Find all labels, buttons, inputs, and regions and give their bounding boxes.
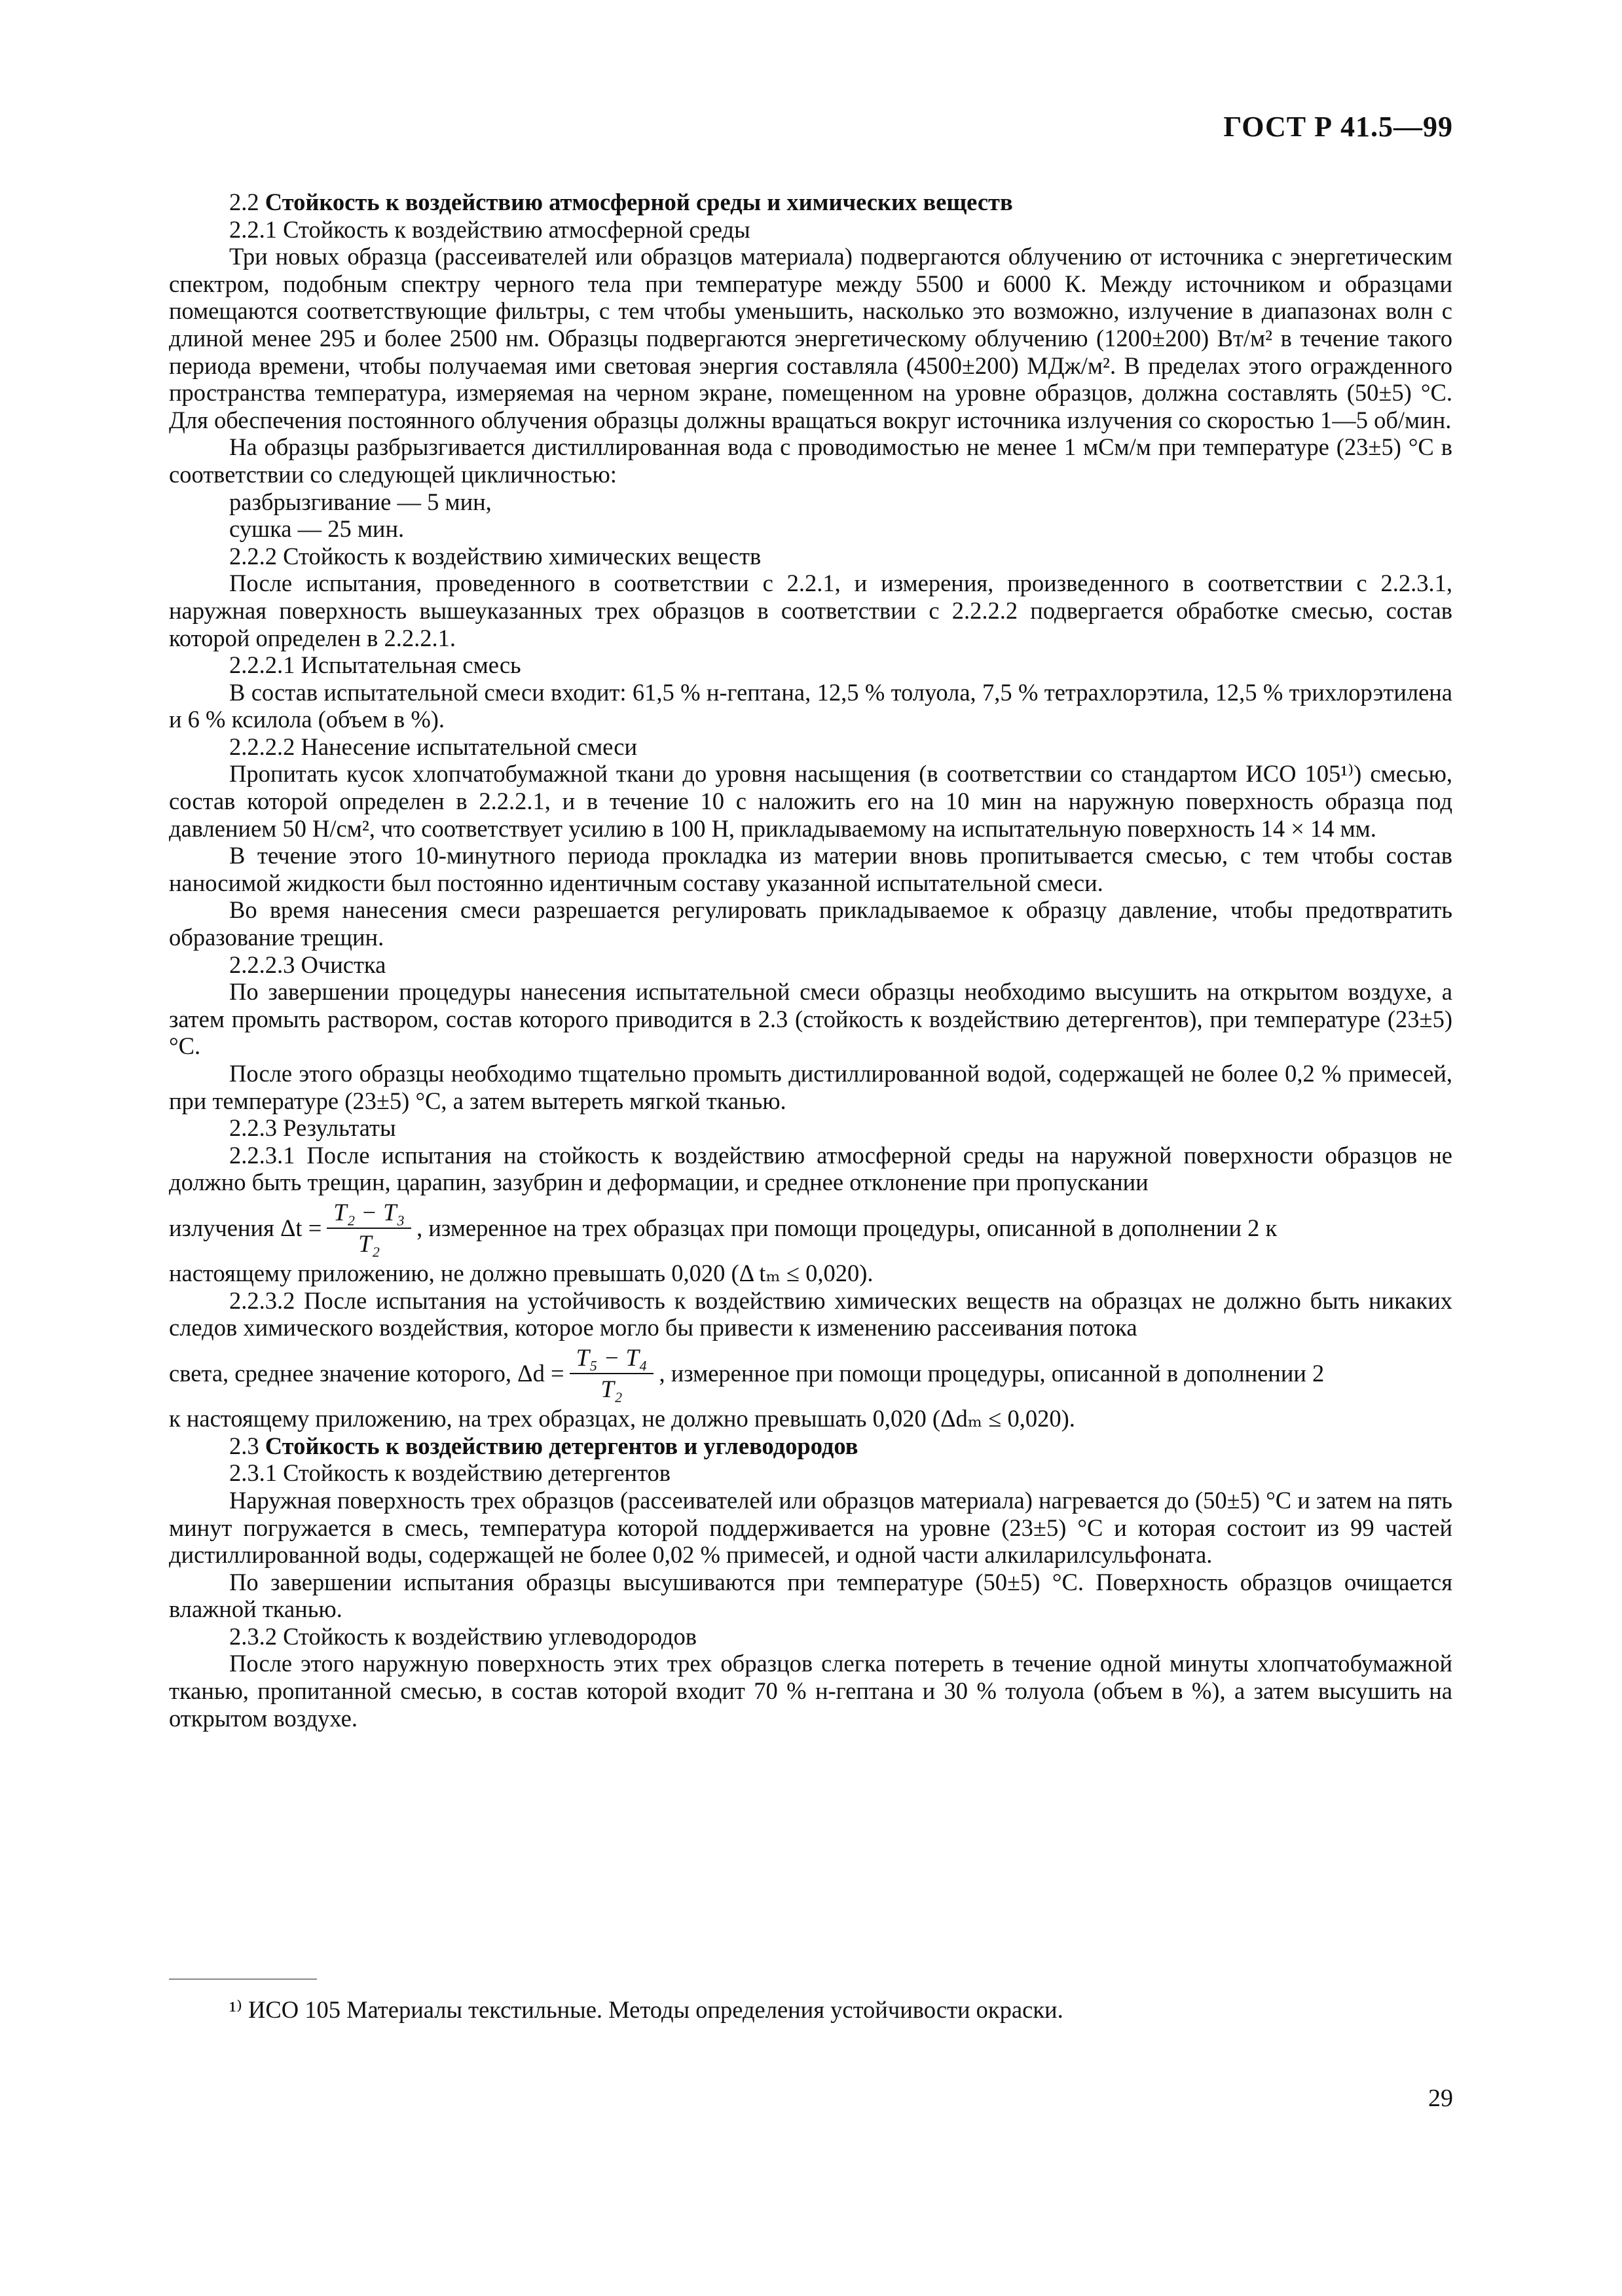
subheading: 2.2.2.1 Испытательная смесь — [229, 651, 521, 679]
section-title: Стойкость к воздействию атмосферной среды и химических веществ — [265, 189, 1013, 215]
footnote: ¹⁾ ИСО 105 Материалы текстильные. Методы определения устойчивости окраски. — [229, 1996, 1063, 2023]
page-number: 29 — [1428, 2085, 1453, 2112]
formula-suffix: , измеренное на трех образцах при помощи процедуры, описанной в дополнении 2 к — [416, 1214, 1278, 1241]
paragraph: После этого образцы необходимо тщательно промыть дистиллированной водой, содержащей не более 0,2 % примесей, при температуре (23±5) °С, а затем вытереть мягкой тканью. — [169, 1060, 1452, 1114]
paragraph: В течение этого 10-минутного периода прокладка из материи вновь пропитывается смесью, с тем чтобы состав наносимой жидкости был постоянно идентичным составу указанной испытательной смеси. — [169, 842, 1452, 896]
section-title: Стойкость к воздействию детергентов и углеводородов — [265, 1432, 858, 1459]
subheading: 2.3.2 Стойкость к воздействию углеводородов — [229, 1622, 697, 1650]
paragraph: Наружная поверхность трех образцов (рассеивателей или образцов материала) нагревается до (50±5) °С и затем на пять минут погружается в смесь, температура которой поддерживается на уровне (23±5) °С и которая состоит из 99 частей дистиллированной воды, содержащей не более 0,02 % примесей, и одной части алкиларилсульфоната. — [169, 1486, 1452, 1569]
subheading: 2.2.2.3 Очистка — [229, 951, 386, 978]
paragraph: После этого наружную поверхность этих трех образцов слегка потереть в течение одной минуты хлопчатобумажной тканью, пропитанной смесью, в состав которой входит 70 % н-гептана и 30 % толуола (объем в %), а затем высушить на открытом воздухе. — [169, 1650, 1452, 1732]
section-heading — [169, 1432, 1452, 1460]
fraction-denominator: T₂ — [358, 1230, 380, 1257]
subheading: 2.2.2 Стойкость к воздействию химических веществ — [229, 542, 762, 570]
paragraph: Три новых образца (рассеивателей или образцов материала) подвергаются облучению от источника с энергетическим спектром, подобным спектру черного тела при температуре между 5500 и 6000 К. Между источником и образцами помещаются соответствующие фильтры, с тем чтобы уменьшить, насколько это возможно, излучение в диапазонах волн с длиной менее 295 и более 2500 нм. Образцы подвергаются энергетическому облучению (1200±200) Вт/м² в течение такого периода времени, чтобы получаемая ими световая энергия составляла (4500±200) МДж/м². В пределах этого огражденного пространства температура, измеряемая на черном экране, помещенном на уровне образцов, должна составлять (50±5) °С. Для обеспечения постоянного облучения образцы должны вращаться вокруг источника излучения со скоростью 1—5 об/мин. — [169, 243, 1452, 433]
formula-suffix: , измеренное при помощи процедуры, описанной в дополнении 2 — [659, 1359, 1325, 1387]
section-number: 2.3 — [229, 1432, 259, 1459]
subheading: 2.2.3 Результаты — [229, 1114, 396, 1142]
formula-prefix: излучения Δt = — [169, 1214, 322, 1241]
paragraph: После испытания, проведенного в соответствии с 2.2.1, и измерения, произведенного в соответствии с 2.2.3.1, наружная поверхность вышеуказанных трех образцов в соответствии с 2.2.2.2 подвергается обработке смесью, состав которой определен в 2.2.2.1. — [169, 570, 1452, 651]
paragraph: Пропитать кусок хлопчатобумажной ткани до уровня насыщения (в соответствии со стандартом ИСО 105¹⁾) смесью, состав которой определен в 2.2.2.1, и в течение 10 с наложить его на 10 мин на наружную поверхность образца под давлением 50 Н/см², что соответствует усилию в 100 Н, прикладываемому на испытательную поверхность 14 × 14 мм. — [169, 760, 1452, 842]
formula-fraction — [570, 1344, 654, 1402]
subheading: разбрызгивание — 5 мин, — [229, 488, 492, 515]
formula-line — [169, 1199, 1452, 1257]
fraction-numerator: T₂ − T₃ — [327, 1199, 411, 1229]
paragraph-continuation: настоящему приложению, не должно превышать 0,020 (Δ tₘ ≤ 0,020). — [169, 1260, 874, 1287]
section-heading — [169, 189, 1452, 216]
paragraph: В состав испытательной смеси входит: 61,5 % н-гептана, 12,5 % толуола, 7,5 % тетрахлорэтила, 12,5 % трихлорэтилена и 6 % ксилола (объем в %). — [169, 678, 1452, 733]
subheading: 2.2.2.2 Нанесение испытательной смеси — [229, 733, 637, 760]
fraction-numerator: T₅ − T₄ — [570, 1344, 654, 1374]
paragraph: 2.2.3.1 После испытания на стойкость к воздействию атмосферной среды на наружной поверхности образцов не должно быть трещин, царапин, зазубрин и деформации, и среднее отклонение при пропускании — [169, 1141, 1452, 1196]
paragraph-continuation: к настоящему приложению, на трех образцах, не должно превышать 0,020 (Δdₘ ≤ 0,020). — [169, 1405, 1075, 1432]
fraction-denominator: T₂ — [600, 1375, 623, 1402]
document-body — [169, 189, 1452, 1732]
document-header: ГОСТ Р 41.5—99 — [1223, 111, 1453, 143]
formula-line — [169, 1344, 1452, 1402]
subheading: 2.2.1 Стойкость к воздействию атмосферной среды — [229, 215, 750, 243]
subheading: сушка — 25 мин. — [229, 515, 405, 543]
paragraph: 2.2.3.2 После испытания на устойчивость к воздействию химических веществ на образцах не должно быть никаких следов химического воздействия, которое могло бы привести к изменению рассеивания потока — [169, 1286, 1452, 1341]
paragraph: По завершении процедуры нанесения испытательной смеси образцы необходимо высушить на открытом воздухе, а затем промыть раствором, состав которого приводится в 2.3 (стойкость к воздействию детергентов), при температуре (23±5) °С. — [169, 978, 1452, 1060]
paragraph: На образцы разбрызгивается дистиллированная вода с проводимостью не менее 1 мСм/м при температуре (23±5) °С в соответствии со следующей цикличностью: — [169, 433, 1452, 488]
formula-prefix: света, среднее значение которого, Δd = — [169, 1359, 564, 1387]
paragraph: По завершении испытания образцы высушиваются при температуре (50±5) °С. Поверхность образцов очищается влажной тканью. — [169, 1568, 1452, 1623]
formula-fraction — [327, 1199, 411, 1257]
paragraph: Во время нанесения смеси разрешается регулировать прикладываемое к образцу давление, чтобы предотвратить образование трещин. — [169, 896, 1452, 951]
footnote-separator — [169, 1978, 317, 1980]
subheading: 2.3.1 Стойкость к воздействию детергентов — [229, 1459, 671, 1487]
section-number: 2.2 — [229, 189, 259, 215]
